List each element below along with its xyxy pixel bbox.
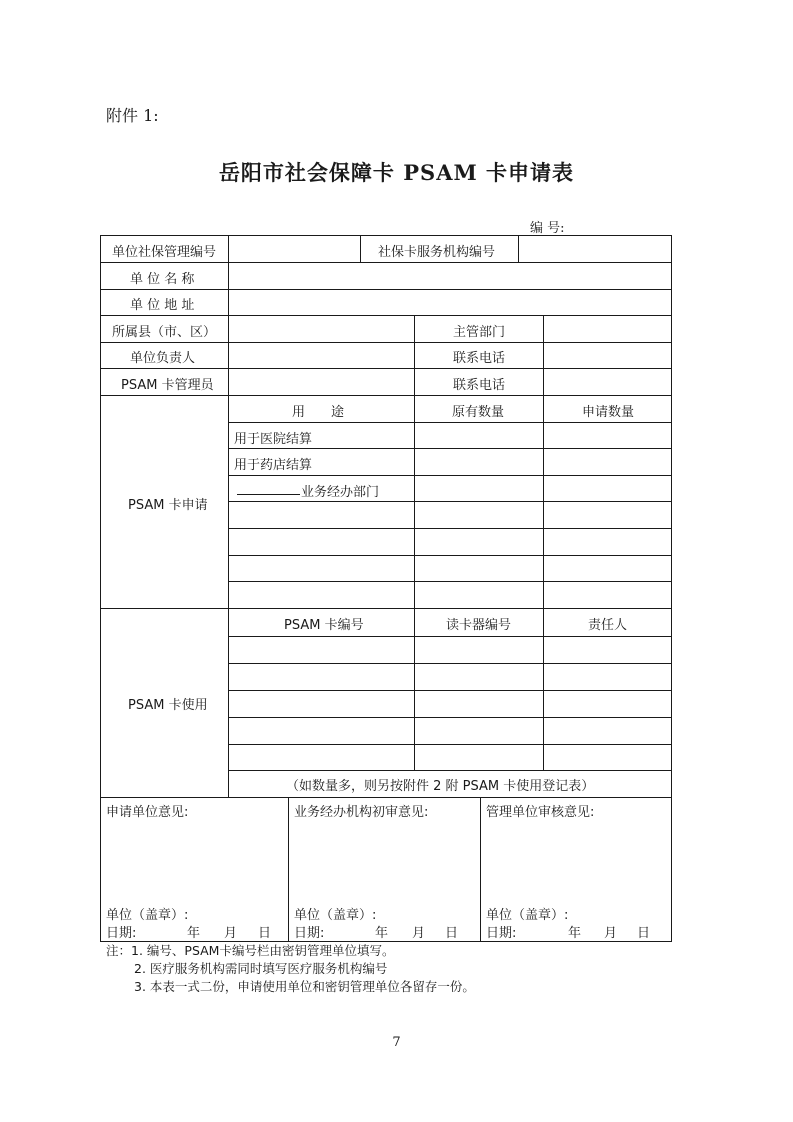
leader-label: 单位负责人 [130,351,196,366]
note-2: 2. 医疗服务机构需同时填写医疗服务机构编号 [134,961,388,976]
opinion-agency-year: 年 [375,926,389,941]
form-title: 岳阳市社会保障卡 PSAM 卡申请表 [218,160,575,185]
page-number: 7 [392,1035,401,1050]
phone-field-1[interactable] [544,343,671,368]
serial-number-label: 编 号: [530,221,565,236]
apply-row-dept: 业务经办部门 [301,485,380,500]
opinion-agency-month: 月 [412,926,426,941]
usage-col-responsible: 责任人 [588,618,628,633]
admin-field[interactable] [229,369,414,395]
opinion-applicant-year: 年 [187,926,201,941]
phone-label-2: 联系电话 [453,378,506,393]
county-label: 所属县（市、区） [112,325,217,340]
unit-address-label: 单 位 地 址 [130,298,195,313]
apply-col-use: 用 途 [292,405,345,420]
opinion-management-seal: 单位（盖章）: [486,908,569,923]
apply-row-hospital: 用于医院结算 [234,432,313,447]
apply-col-existing: 原有数量 [452,405,505,420]
opinion-management-date: 日期: [486,926,517,941]
unit-name-field[interactable] [229,263,671,289]
phone-label-1: 联系电话 [453,351,506,366]
unit-code-field[interactable] [229,236,360,262]
opinion-agency-date: 日期: [294,926,325,941]
usage-footnote: （如数量多，则另按附件 2 附 PSAM 卡使用登记表） [286,779,595,794]
apply-row-pharmacy: 用于药店结算 [234,458,313,473]
form-notes [106,942,475,996]
apply-section-label: PSAM 卡申请 [128,498,208,513]
opinion-management-month: 月 [604,926,618,941]
county-field[interactable] [229,316,414,342]
unit-code-label: 单位社保管理编号 [112,245,217,260]
opinion-agency-title: 业务经办机构初审意见: [294,805,429,820]
note-1: 注：1. 编号、PSAM卡编号栏由密钥管理单位填写。 [106,943,395,958]
apply-col-requested: 申请数量 [582,405,635,420]
department-label: 主管部门 [453,325,506,340]
usage-col-reader-no: 读卡器编号 [446,618,512,633]
unit-name-label: 单 位 名 称 [130,272,195,287]
agency-code-field[interactable] [519,236,671,262]
usage-col-card-no: PSAM 卡编号 [284,618,364,633]
opinion-applicant-seal: 单位（盖章）: [106,908,189,923]
phone-field-2[interactable] [544,369,671,395]
note-3: 3. 本表一式二份，申请使用单位和密钥管理单位各留存一份。 [134,979,475,994]
admin-label: PSAM 卡管理员 [121,378,214,393]
opinion-agency-day: 日 [445,926,459,941]
opinion-management-day: 日 [637,926,651,941]
department-field[interactable] [544,316,671,342]
opinion-applicant-month: 月 [224,926,238,941]
opinion-applicant-day: 日 [258,926,272,941]
unit-address-field[interactable] [229,290,671,315]
agency-code-label: 社保卡服务机构编号 [378,245,496,260]
opinion-applicant-title: 申请单位意见: [106,805,189,820]
opinion-applicant-date: 日期: [106,926,137,941]
opinion-agency-seal: 单位（盖章）: [294,908,377,923]
opinion-management-title: 管理单位审核意见: [486,805,595,820]
opinion-management-year: 年 [568,926,582,941]
attachment-label: 附件 1: [106,106,159,125]
leader-field[interactable] [229,343,414,368]
usage-section-label: PSAM 卡使用 [128,698,208,713]
